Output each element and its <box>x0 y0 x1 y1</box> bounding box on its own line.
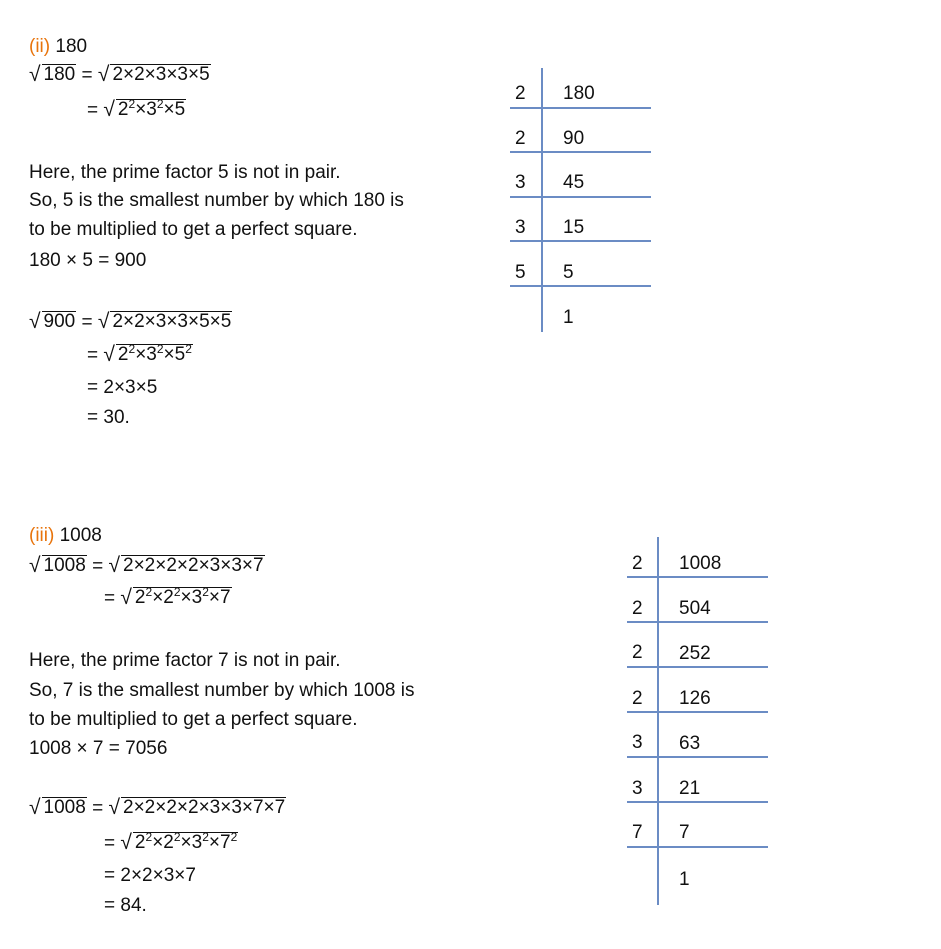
iii-equation-5: = 2×2×3×7 <box>104 865 196 886</box>
iii-dividend: 252 <box>679 643 711 664</box>
iii-division-rule <box>627 756 768 758</box>
radical: √ $2^2\times 3^2\times 5^2$ <box>103 342 192 366</box>
iii-dividend: 1008 <box>679 553 722 574</box>
iii-divisor: 2 <box>632 688 643 709</box>
iii-divisor: 2 <box>632 598 643 619</box>
iii-divisor: 3 <box>632 778 643 799</box>
radical: √ 180 <box>29 63 76 86</box>
iii-dividend: 126 <box>679 688 711 709</box>
ii-equation-4: = √ $2^2\times 3^2\times 5^2$ <box>87 342 192 366</box>
iii-division-rule <box>627 666 768 668</box>
ii-division-rule <box>510 107 651 109</box>
part-ii-heading <box>29 37 87 56</box>
iii-equation-1: √ 1008 = √ 2×2×2×2×3×3×7 <box>29 554 264 577</box>
ii-dividend: 5 <box>563 262 574 283</box>
radical: √ 900 <box>29 310 76 333</box>
ii-paragraph-1: Here, the prime factor 5 is not in pair. <box>29 162 341 183</box>
radical: √ 2×2×3×3×5 <box>97 63 210 86</box>
iii-dividend: 1 <box>679 869 690 890</box>
radical: √ 2×2×2×2×3×3×7 <box>108 554 264 577</box>
iii-division-rule <box>627 621 768 623</box>
iii-divisor: 2 <box>632 642 643 663</box>
radical: √ 2×2×3×3×5×5 <box>97 310 232 333</box>
part-iii-heading <box>29 526 102 545</box>
iii-division-rule <box>627 801 768 803</box>
iii-divisor: 3 <box>632 732 643 753</box>
ii-dividend: 180 <box>563 83 595 104</box>
ii-divisor: 3 <box>515 217 526 238</box>
ii-equation-3: √ 900 = √ 2×2×3×3×5×5 <box>29 310 232 333</box>
ii-division-rule <box>510 196 651 198</box>
part-ii-number: 180 <box>55 36 88 57</box>
part-ii-label: (ii) <box>29 36 51 57</box>
radical: √ $2^2\times 2^2\times 3^2\times 7$ <box>120 585 231 609</box>
ii-equation-6: = 30. <box>87 407 130 428</box>
iii-equation-4: = √ $2^2\times 2^2\times 3^2\times 7^2$ <box>104 830 238 854</box>
radical: √ $2^2\times 3^2\times 5$ <box>103 97 186 121</box>
ii-divisor: 2 <box>515 128 526 149</box>
ii-division-rule <box>510 151 651 153</box>
iii-divisor: 2 <box>632 553 643 574</box>
ii-equation-5: = 2×3×5 <box>87 377 158 398</box>
radical: √ 1008 <box>29 554 86 577</box>
iii-division-vertical-rule <box>657 537 659 905</box>
part-iii-number: 1008 <box>59 525 102 546</box>
ii-equation-2: = √ $2^2\times 3^2\times 5$ <box>87 97 186 121</box>
iii-equation-6: = 84. <box>104 895 147 916</box>
radical: √ 1008 <box>29 796 86 819</box>
ii-product: 180 × 5 = 900 <box>29 250 147 271</box>
ii-dividend: 45 <box>563 172 585 193</box>
ii-divisor: 2 <box>515 83 526 104</box>
ii-equation-1: √ 180 = √ 2×2×3×3×5 <box>29 63 210 86</box>
iii-dividend: 63 <box>679 733 701 754</box>
iii-divisor: 7 <box>632 822 643 843</box>
iii-dividend: 7 <box>679 822 690 843</box>
iii-dividend: 504 <box>679 598 711 619</box>
iii-paragraph-3: to be multiplied to get a perfect square. <box>29 709 358 730</box>
iii-dividend: 21 <box>679 778 701 799</box>
ii-divisor: 5 <box>515 262 526 283</box>
iii-division-rule <box>627 711 768 713</box>
iii-equation-2: = √ $2^2\times 2^2\times 3^2\times 7$ <box>104 585 231 609</box>
ii-paragraph-3: to be multiplied to get a perfect square. <box>29 219 358 240</box>
iii-product: 1008 × 7 = 7056 <box>29 738 168 759</box>
iii-paragraph-2: So, 7 is the smallest number by which 1008 is <box>29 680 415 701</box>
ii-divisor: 3 <box>515 172 526 193</box>
iii-equation-3: √ 1008 = √ 2×2×2×2×3×3×7×7 <box>29 796 286 819</box>
ii-dividend: 90 <box>563 128 585 149</box>
ii-paragraph-2: So, 5 is the smallest number by which 180 is <box>29 190 404 211</box>
ii-division-rule <box>510 240 651 242</box>
ii-division-rule <box>510 285 651 287</box>
ii-dividend: 1 <box>563 307 574 328</box>
radical: √ 2×2×2×2×3×3×7×7 <box>108 796 286 819</box>
ii-dividend: 15 <box>563 217 585 238</box>
radical: √ $2^2\times 2^2\times 3^2\times 7^2$ <box>120 830 238 854</box>
iii-division-rule <box>627 846 768 848</box>
iii-paragraph-1: Here, the prime factor 7 is not in pair. <box>29 650 341 671</box>
iii-division-rule <box>627 576 768 578</box>
part-iii-label: (iii) <box>29 525 55 546</box>
